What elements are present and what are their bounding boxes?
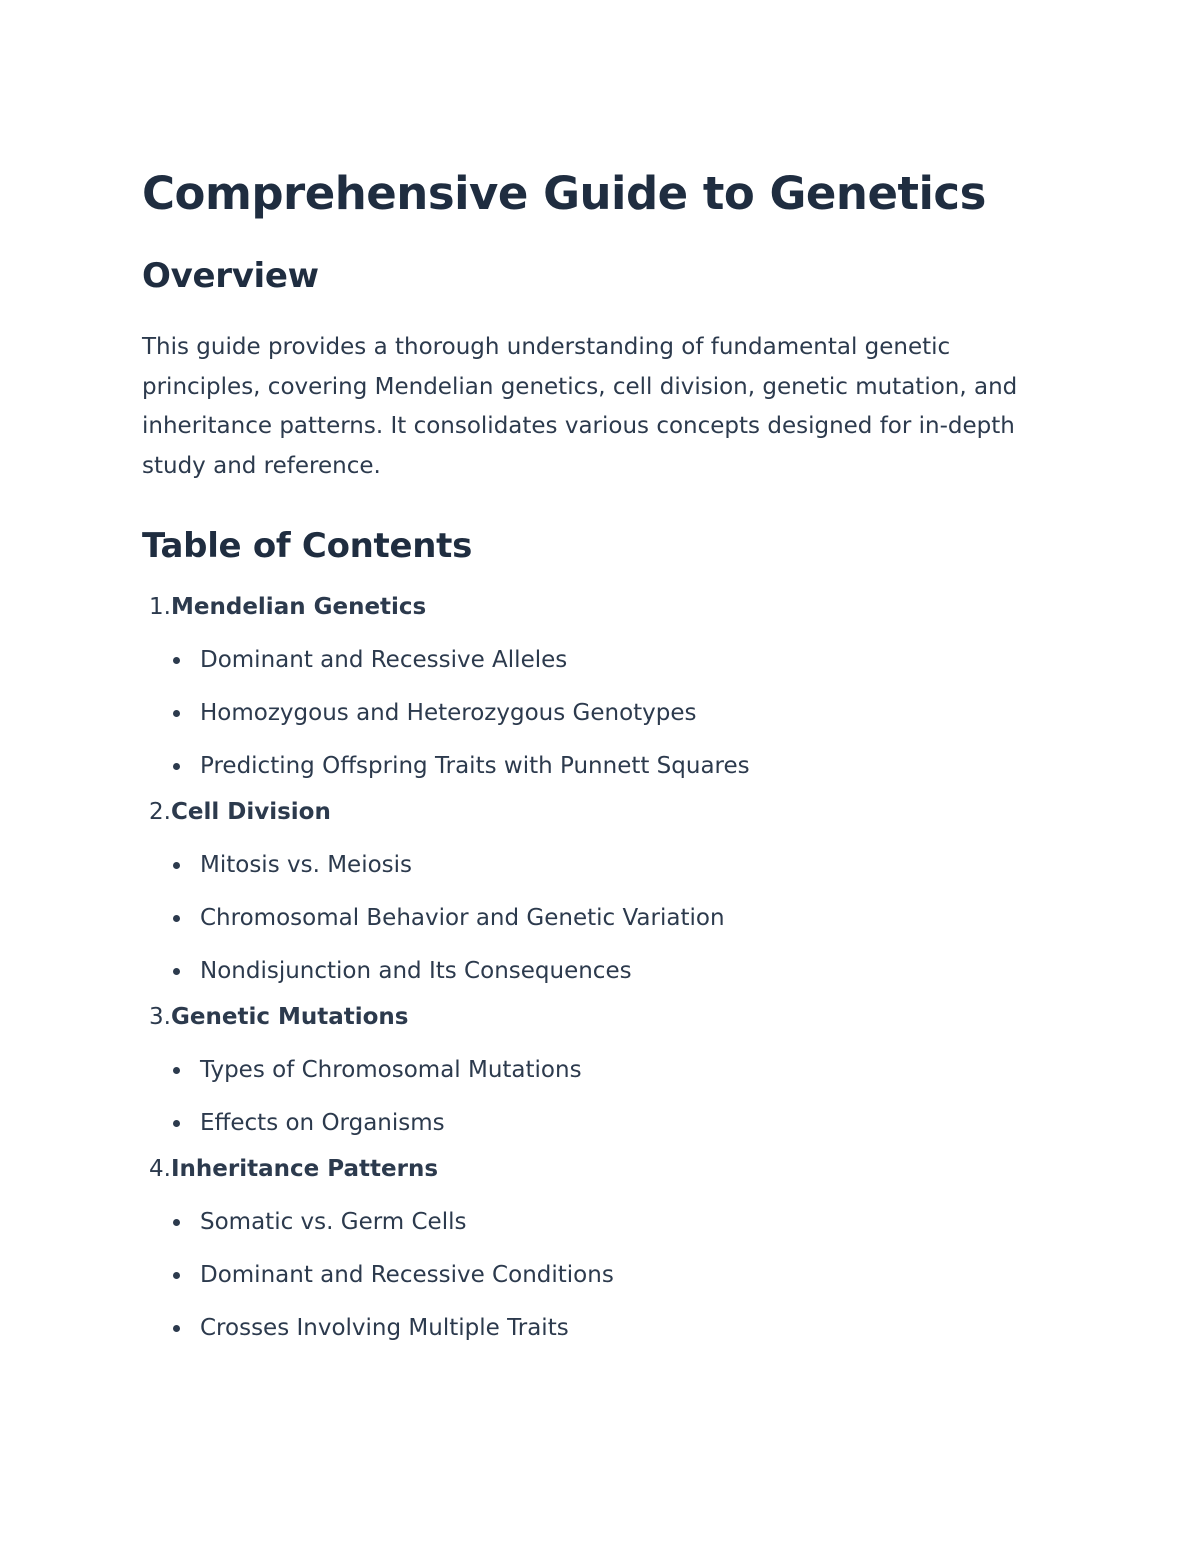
- toc-item: [142, 1260, 1072, 1290]
- bullet-icon: [173, 1272, 180, 1279]
- toc-section-label: Genetic Mutations: [171, 1004, 409, 1030]
- toc-item-text: Homozygous and Heterozygous Genotypes: [200, 700, 697, 726]
- toc-item-text: Dominant and Recessive Alleles: [200, 647, 568, 673]
- toc-item: [142, 956, 1072, 986]
- overview-heading: Overview: [142, 256, 319, 296]
- toc-item: [142, 903, 1072, 933]
- toc-section-mendelian-genetics: [142, 592, 1072, 781]
- bullet-icon: [173, 1219, 180, 1226]
- bullet-icon: [173, 1120, 180, 1127]
- toc-section-cell-division: [142, 797, 1072, 986]
- toc-item-text: Crosses Involving Multiple Traits: [200, 1315, 569, 1341]
- toc-heading: Table of Contents: [142, 526, 473, 566]
- toc-section-label: Mendelian Genetics: [171, 594, 427, 620]
- toc-section-label: Inheritance Patterns: [171, 1156, 439, 1182]
- bullet-icon: [173, 710, 180, 717]
- document-page: [142, 166, 1072, 1343]
- toc-item-text: Types of Chromosomal Mutations: [200, 1057, 582, 1083]
- bullet-icon: [173, 657, 180, 664]
- toc-item: [142, 1313, 1072, 1343]
- toc-section-number: 4.: [149, 1156, 171, 1182]
- toc-item: [142, 698, 1072, 728]
- toc-item: [142, 1055, 1072, 1085]
- toc-item-text: Nondisjunction and Its Consequences: [200, 958, 632, 984]
- bullet-icon: [173, 1067, 180, 1074]
- toc-item-text: Dominant and Recessive Conditions: [200, 1262, 614, 1288]
- toc-section-number: 3.: [149, 1004, 171, 1030]
- toc-item-text: Somatic vs. Germ Cells: [200, 1209, 467, 1235]
- toc-item: [142, 645, 1072, 675]
- overview-paragraph: This guide provides a thorough understanding of fundamental genetic principles, covering Mendelian genetics, cell division, genetic mutation, and inheritance patterns. It consolidates various concepts designed for in-depth study and reference.: [142, 334, 1018, 479]
- page-title: Comprehensive Guide to Genetics: [142, 167, 986, 220]
- table-of-contents: [142, 592, 1072, 1343]
- toc-item: [142, 1108, 1072, 1138]
- toc-item-text: Chromosomal Behavior and Genetic Variation: [200, 905, 725, 931]
- toc-item: [142, 850, 1072, 880]
- bullet-icon: [173, 1325, 180, 1332]
- toc-item: [142, 1207, 1072, 1237]
- bullet-icon: [173, 862, 180, 869]
- toc-section-number: 2.: [149, 799, 171, 825]
- toc-section-genetic-mutations: [142, 1002, 1072, 1138]
- bullet-icon: [173, 763, 180, 770]
- toc-item-text: Predicting Offspring Traits with Punnett Squares: [200, 753, 750, 779]
- toc-item-text: Mitosis vs. Meiosis: [200, 852, 413, 878]
- bullet-icon: [173, 968, 180, 975]
- toc-section-number: 1.: [149, 594, 171, 620]
- toc-item-text: Effects on Organisms: [200, 1110, 445, 1136]
- toc-section-label: Cell Division: [171, 799, 331, 825]
- bullet-icon: [173, 915, 180, 922]
- toc-section-inheritance-patterns: [142, 1154, 1072, 1343]
- toc-item: [142, 751, 1072, 781]
